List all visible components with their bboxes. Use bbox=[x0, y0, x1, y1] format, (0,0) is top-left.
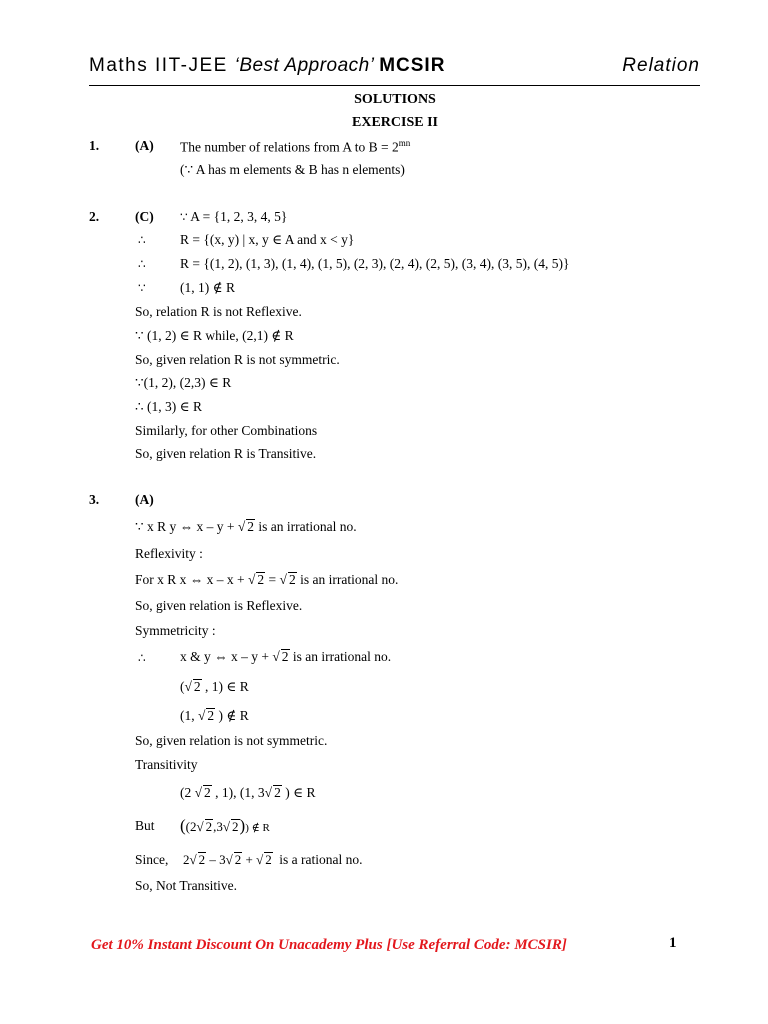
solution-text: (2 bbox=[180, 785, 195, 800]
sqrt-radical: √ 2 bbox=[194, 785, 211, 800]
sqrt-radical: √ 2 bbox=[198, 708, 215, 723]
solution-line: R = {(x, y) | x, y ∈ A and x < y} bbox=[180, 232, 355, 247]
sqrt-radical: √ 2 bbox=[279, 572, 296, 587]
solution-line bbox=[180, 679, 249, 695]
solution-line: ∵ (1, 2) ∈ R while, (2,1) ∉ R bbox=[135, 328, 294, 343]
sqrt-radicand: 2 bbox=[234, 852, 242, 867]
solution-line: (1, 1) ∉ R bbox=[180, 280, 235, 295]
solution-text: = bbox=[265, 572, 280, 587]
sqrt-radicand: 2 bbox=[193, 679, 201, 694]
page-number: 1 bbox=[669, 935, 677, 951]
sqrt-radical: √ 2 bbox=[264, 785, 281, 800]
solution-line: So, Not Transitive. bbox=[135, 878, 238, 893]
solution-text: is an irrational no. bbox=[289, 649, 392, 664]
solution-text: For x R x ⇔ x – x + bbox=[135, 572, 248, 587]
answer-option: (A) bbox=[135, 492, 154, 507]
solution-line bbox=[135, 519, 357, 535]
sqrt-radical: √ 2 bbox=[184, 679, 201, 694]
therefore-symbol: ∴ bbox=[138, 257, 146, 271]
sqrt-radicand: 2 bbox=[204, 785, 211, 800]
solution-text: ( bbox=[180, 679, 185, 694]
solution-line: R = {(1, 2), (1, 3), (1, 4), (1, 5), (2, 3), (2, 4), (2, 5), (3, 4), (3, 5), (4, 5)} bbox=[180, 256, 570, 271]
solution-text: (1, bbox=[180, 708, 198, 723]
solution-line bbox=[135, 572, 398, 588]
sqrt-radical: √ 2 bbox=[256, 852, 272, 867]
solution-text: x & y ⇔ x – y + bbox=[180, 649, 273, 664]
because-symbol: ∵ bbox=[180, 210, 188, 224]
solution-line: (∵ A has m elements & B has n elements) bbox=[180, 162, 405, 177]
sqrt-radical: √ 2 bbox=[189, 852, 206, 867]
solutions-heading: SOLUTIONS bbox=[354, 92, 436, 107]
question-number: 3. bbox=[89, 492, 100, 507]
sqrt-radical: √ 2 bbox=[272, 649, 289, 664]
solution-line: ∴ (1, 3) ∈ R bbox=[135, 399, 202, 414]
solution-label: Since, bbox=[135, 852, 169, 867]
solution-text: ) ∈ R bbox=[281, 785, 316, 800]
solution-text: is an irrational no. bbox=[255, 519, 357, 534]
solution-line bbox=[180, 816, 270, 836]
solution-line bbox=[180, 649, 391, 665]
sqrt-radical: √ 2 bbox=[237, 519, 255, 534]
solution-text: – 3 bbox=[206, 852, 226, 867]
solution-text: ,3 bbox=[213, 819, 223, 834]
solution-text: is an irrational no. bbox=[296, 572, 399, 587]
solution-line bbox=[183, 852, 363, 868]
header-brand: MCSIR bbox=[379, 55, 446, 76]
solution-line: Reflexivity : bbox=[135, 546, 203, 561]
solution-text: , 1), (1, 3 bbox=[211, 785, 265, 800]
solution-line: Symmetricity : bbox=[135, 623, 216, 638]
solution-line bbox=[180, 708, 249, 724]
sqrt-radicand: 2 bbox=[247, 519, 255, 534]
solution-text: + bbox=[242, 852, 257, 867]
solution-line: So, given relation is not symmetric. bbox=[135, 733, 328, 748]
solution-text: The number of relations from A to B = 2 bbox=[180, 139, 399, 155]
solution-text: A = {1, 2, 3, 4, 5} bbox=[190, 209, 288, 224]
therefore-symbol: ∴ bbox=[138, 233, 146, 247]
header-divider bbox=[89, 85, 700, 86]
header-title bbox=[89, 55, 445, 77]
solution-line bbox=[180, 138, 410, 156]
solution-line: Similarly, for other Combinations bbox=[135, 423, 318, 438]
header-chapter: Relation bbox=[622, 55, 700, 76]
exponent: mn bbox=[398, 138, 411, 148]
solution-line: So, given relation is Reflexive. bbox=[135, 598, 303, 613]
open-paren: ( bbox=[180, 816, 186, 835]
sqrt-radical: √ 2 bbox=[196, 819, 213, 834]
sqrt-radical: √ 2 bbox=[225, 852, 242, 867]
solution-text: , 1) ∈ R bbox=[201, 679, 249, 694]
sqrt-radicand: 2 bbox=[265, 852, 272, 867]
solution-label: But bbox=[135, 818, 155, 833]
solution-line: ∵(1, 2), (2,3) ∈ R bbox=[135, 375, 232, 390]
solution-line: So, given relation R is Transitive. bbox=[135, 446, 317, 461]
sqrt-radicand: 2 bbox=[274, 785, 281, 800]
sqrt-radicand: 2 bbox=[205, 819, 213, 834]
solution-text: 2 bbox=[183, 852, 190, 867]
header-series: ‘Best Approach’ bbox=[234, 55, 380, 76]
sqrt-radical: √ 2 bbox=[248, 572, 265, 587]
exercise-heading: EXERCISE II bbox=[352, 115, 438, 130]
answer-option: (C) bbox=[135, 209, 154, 224]
sqrt-radicand: 2 bbox=[257, 572, 265, 587]
close-paren: ) bbox=[239, 816, 246, 835]
question-number: 1. bbox=[89, 138, 100, 153]
sqrt-radicand: 2 bbox=[288, 572, 296, 587]
question-number: 2. bbox=[89, 209, 100, 224]
solution-text: ) ∉ R bbox=[215, 708, 249, 723]
sqrt-radicand: 2 bbox=[232, 819, 239, 834]
solution-text: ) ∉ R bbox=[245, 822, 270, 834]
because-symbol: ∵ bbox=[138, 281, 146, 295]
solution-line: So, relation R is not Reflexive. bbox=[135, 304, 302, 319]
sqrt-radicand: 2 bbox=[198, 852, 206, 867]
solution-text: is a rational no. bbox=[279, 852, 363, 867]
header-subject: Maths IIT-JEE bbox=[89, 55, 235, 76]
solution-text: (2 bbox=[185, 819, 197, 834]
sqrt-radicand: 2 bbox=[281, 649, 289, 664]
solution-line bbox=[180, 785, 315, 801]
referral-promo: Get 10% Instant Discount On Unacademy Plus [Use Referral Code: MCSIR] bbox=[91, 937, 567, 953]
solution-line: Transitivity bbox=[135, 757, 198, 772]
solution-line bbox=[180, 209, 287, 225]
sqrt-radicand: 2 bbox=[207, 708, 215, 723]
therefore-symbol: ∴ bbox=[138, 651, 146, 665]
sqrt-radical: √ 2 bbox=[222, 819, 239, 834]
solution-text: ∵ x R y ⇔ x – y + bbox=[135, 519, 238, 534]
answer-option: (A) bbox=[135, 138, 154, 153]
solution-line: So, given relation R is not symmetric. bbox=[135, 352, 340, 367]
